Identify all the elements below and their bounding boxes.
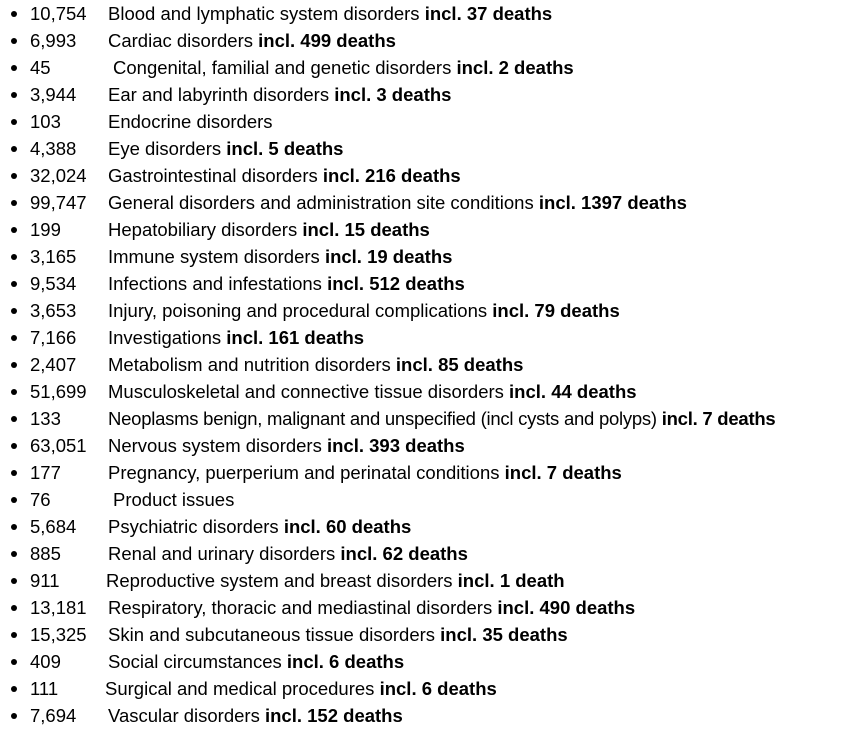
item-count: 7,694: [30, 705, 77, 726]
item-deaths: incl. 19 deaths: [324, 246, 453, 267]
item-description: [108, 378, 637, 405]
item-deaths: incl. 6 deaths: [379, 678, 497, 699]
item-label: Respiratory, thoracic and mediastinal disorders: [108, 597, 493, 618]
item-deaths: incl. 79 deaths: [492, 300, 620, 321]
bullet-icon: [11, 119, 17, 125]
item-label: Pregnancy, puerperium and perinatal conditions: [108, 462, 500, 483]
bullet-icon: [11, 713, 17, 719]
item-deaths: incl. 15 deaths: [302, 219, 430, 240]
item-deaths: incl. 2 deaths: [456, 57, 574, 78]
item-description: [108, 189, 687, 216]
item-description: [108, 405, 775, 432]
item-description: [108, 243, 452, 270]
item-count: 4,388: [30, 138, 77, 159]
item-deaths: incl. 3 deaths: [334, 84, 452, 105]
list-item: [0, 162, 853, 189]
item-deaths: incl. 7 deaths: [661, 408, 776, 429]
bullet-icon: [11, 335, 17, 341]
item-deaths: incl. 152 deaths: [264, 705, 403, 726]
item-description: [108, 297, 620, 324]
bullet-icon: [11, 686, 17, 692]
list-item: [0, 621, 853, 648]
item-label: Reproductive system and breast disorders: [106, 570, 453, 591]
item-description: [108, 432, 465, 459]
bullet-icon: [11, 497, 17, 503]
bullet-icon: [11, 200, 17, 206]
item-description: [108, 513, 411, 540]
item-label: Investigations: [108, 327, 222, 348]
item-label: Infections and infestations: [108, 273, 322, 294]
item-description: [113, 54, 574, 81]
item-description: [108, 594, 635, 621]
list-item: [0, 513, 853, 540]
bullet-icon: [11, 65, 17, 71]
list-item: [0, 270, 853, 297]
item-description: [108, 459, 622, 486]
item-label: Congenital, familial and genetic disorders: [113, 57, 452, 78]
item-deaths: incl. 512 deaths: [327, 273, 465, 294]
item-deaths: incl. 44 deaths: [509, 381, 637, 402]
item-count: 45: [30, 57, 51, 78]
item-deaths: incl. 6 deaths: [286, 651, 405, 672]
item-count: 133: [30, 408, 61, 429]
item-label: Endocrine disorders: [108, 111, 273, 132]
list-item: [0, 459, 853, 486]
item-deaths: incl. 35 deaths: [440, 624, 568, 645]
item-count: 9,534: [30, 273, 77, 294]
item-deaths: incl. 1397 deaths: [538, 192, 687, 213]
item-count: 7,166: [30, 327, 77, 348]
item-count: 6,993: [30, 30, 77, 51]
item-label: Skin and subcutaneous tissue disorders: [108, 624, 436, 645]
item-label: Injury, poisoning and procedural complications: [108, 300, 488, 321]
list-item: [0, 189, 853, 216]
item-count: 111: [30, 678, 59, 699]
item-count: 5,684: [30, 516, 77, 537]
list-item: [0, 0, 853, 27]
bullet-icon: [11, 38, 17, 44]
list-item: [0, 594, 853, 621]
item-count: 63,051: [30, 435, 87, 456]
list-item: [0, 216, 853, 243]
list-item: [0, 486, 853, 513]
item-count: 13,181: [30, 597, 87, 618]
bullet-icon: [11, 281, 17, 287]
bullet-icon: [11, 551, 17, 557]
item-count: 885: [30, 543, 61, 564]
item-deaths: incl. 5 deaths: [226, 138, 344, 159]
item-deaths: incl. 85 deaths: [395, 354, 524, 375]
item-description: [108, 621, 568, 648]
item-description: [108, 702, 403, 729]
item-label: Eye disorders: [108, 138, 222, 159]
item-description: [108, 81, 451, 108]
item-count: 3,944: [30, 84, 77, 105]
item-count: 199: [30, 219, 61, 240]
item-label: Gastrointestinal disorders: [108, 165, 318, 186]
item-label: Nervous system disorders: [108, 435, 322, 456]
item-count: 2,407: [30, 354, 77, 375]
item-count: 911: [30, 570, 60, 591]
item-label: Vascular disorders: [108, 705, 260, 726]
bullet-icon: [11, 11, 17, 17]
bullet-icon: [11, 308, 17, 314]
item-description: [108, 540, 468, 567]
item-count: 32,024: [30, 165, 87, 186]
list-item: [0, 351, 853, 378]
item-label: Neoplasms benign, malignant and unspecified (incl cysts and polyps): [108, 408, 657, 429]
item-description: [105, 675, 497, 702]
item-count: 76: [30, 489, 51, 510]
list-item: [0, 405, 853, 432]
item-label: Cardiac disorders: [108, 30, 253, 51]
list-item: [0, 324, 853, 351]
item-description: [108, 324, 364, 351]
item-description: [108, 162, 461, 189]
bullet-icon: [11, 416, 17, 422]
item-deaths: incl. 37 deaths: [424, 3, 553, 24]
bullet-icon: [11, 605, 17, 611]
item-label: Blood and lymphatic system disorders: [108, 3, 420, 24]
list-item: [0, 540, 853, 567]
item-count: 409: [30, 651, 61, 672]
bullet-icon: [11, 659, 17, 665]
bullet-icon: [11, 92, 17, 98]
bullet-icon: [11, 443, 17, 449]
item-deaths: incl. 490 deaths: [497, 597, 636, 618]
bullet-icon: [11, 389, 17, 395]
item-description: [106, 567, 565, 594]
item-deaths: incl. 7 deaths: [504, 462, 622, 483]
item-label: Musculoskeletal and connective tissue disorders: [108, 381, 504, 402]
list-item: [0, 702, 853, 729]
item-label: General disorders and administration site conditions: [108, 192, 534, 213]
item-count: 15,325: [30, 624, 87, 645]
item-label: Immune system disorders: [108, 246, 320, 267]
item-description: [108, 351, 523, 378]
item-description: [108, 216, 430, 243]
list-item: [0, 108, 853, 135]
bullet-icon: [11, 173, 17, 179]
item-description: [108, 270, 465, 297]
item-count: 103: [30, 111, 61, 132]
item-label: Product issues: [113, 489, 235, 510]
item-count: 10,754: [30, 3, 87, 24]
bullet-icon: [11, 362, 17, 368]
item-description: [113, 486, 234, 513]
list-item: [0, 567, 853, 594]
item-deaths: incl. 161 deaths: [226, 327, 365, 348]
item-label: Renal and urinary disorders: [108, 543, 336, 564]
list-item: [0, 135, 853, 162]
list-item: [0, 81, 853, 108]
item-count: 177: [30, 462, 61, 483]
item-deaths: incl. 393 deaths: [326, 435, 465, 456]
bullet-icon: [11, 254, 17, 260]
item-count: 51,699: [30, 381, 87, 402]
item-label: Psychiatric disorders: [108, 516, 279, 537]
list-item: [0, 675, 853, 702]
item-label: Ear and labyrinth disorders: [108, 84, 330, 105]
item-description: [108, 648, 404, 675]
bullet-icon: [11, 146, 17, 152]
item-count: 99,747: [30, 192, 87, 213]
item-deaths: incl. 1 death: [457, 570, 565, 591]
item-description: [108, 108, 273, 135]
bullet-icon: [11, 470, 17, 476]
list-item: [0, 243, 853, 270]
bullet-icon: [11, 524, 17, 530]
item-deaths: incl. 62 deaths: [340, 543, 468, 564]
item-deaths: incl. 216 deaths: [322, 165, 461, 186]
item-count: 3,653: [30, 300, 77, 321]
item-label: Social circumstances: [108, 651, 282, 672]
item-deaths: incl. 60 deaths: [283, 516, 412, 537]
item-label: Surgical and medical procedures: [105, 678, 375, 699]
bullet-icon: [11, 578, 17, 584]
bullet-icon: [11, 227, 17, 233]
list-item: [0, 297, 853, 324]
list-item: [0, 54, 853, 81]
list-item: [0, 378, 853, 405]
bullet-icon: [11, 632, 17, 638]
item-description: [108, 135, 343, 162]
item-label: Metabolism and nutrition disorders: [108, 354, 391, 375]
item-count: 3,165: [30, 246, 77, 267]
item-description: [108, 27, 396, 54]
item-description: [108, 0, 552, 27]
item-label: Hepatobiliary disorders: [108, 219, 298, 240]
list-item: [0, 27, 853, 54]
list-item: [0, 648, 853, 675]
list-item: [0, 432, 853, 459]
item-deaths: incl. 499 deaths: [258, 30, 396, 51]
